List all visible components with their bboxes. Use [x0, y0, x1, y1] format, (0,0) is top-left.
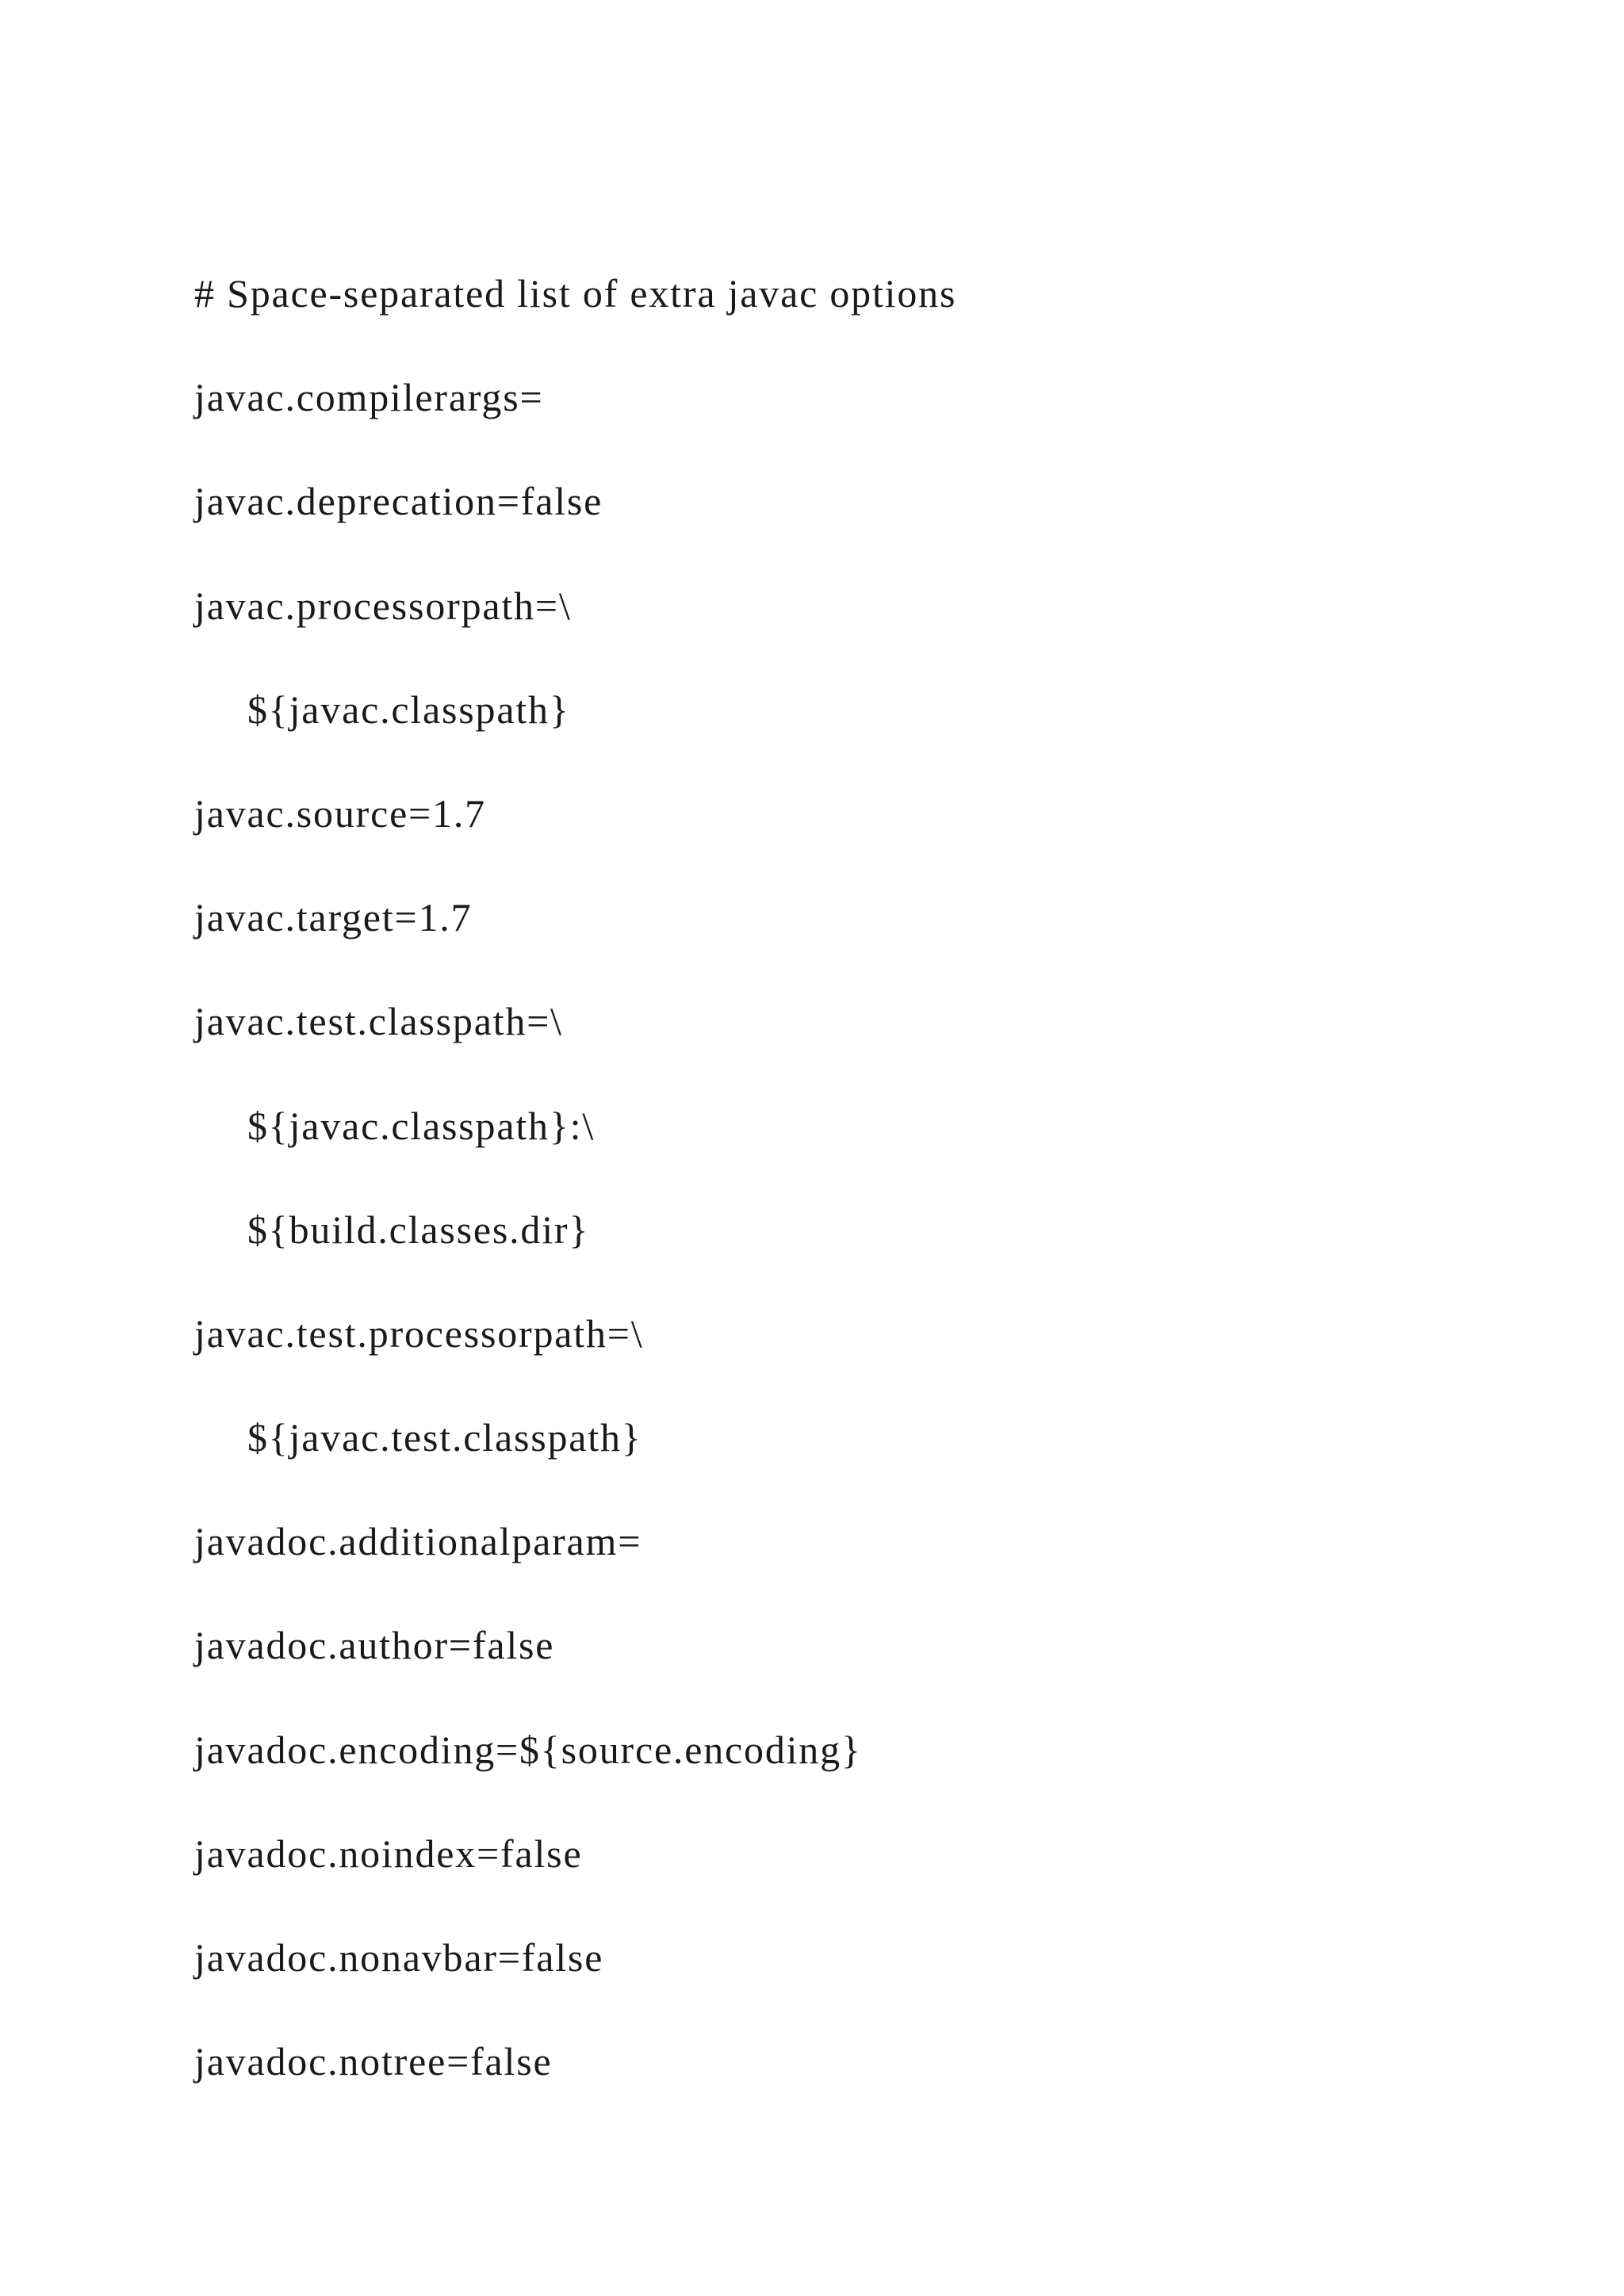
property-line: javac.test.processorpath=\ — [194, 1311, 644, 1356]
property-line: javadoc.additionalparam= — [194, 1519, 642, 1564]
property-line: javac.target=1.7 — [194, 895, 473, 940]
property-line: javadoc.encoding=${source.encoding} — [194, 1727, 862, 1772]
property-line: javac.compilerargs= — [194, 375, 544, 420]
property-line: javadoc.nonavbar=false — [194, 1935, 604, 1980]
continuation-line: ${javac.test.classpath} — [247, 1415, 642, 1460]
property-line: javac.deprecation=false — [194, 479, 603, 524]
property-line: javadoc.notree=false — [194, 2039, 553, 2084]
continuation-line: ${build.classes.dir} — [247, 1207, 590, 1252]
property-line: javadoc.noindex=false — [194, 1831, 583, 1876]
property-line: javac.source=1.7 — [194, 790, 486, 836]
property-line: javadoc.author=false — [194, 1623, 555, 1668]
property-line: javac.processorpath=\ — [194, 583, 572, 628]
comment-line: # Space-separated list of extra javac options — [194, 271, 957, 316]
properties-text — [194, 271, 957, 2145]
continuation-line: ${javac.classpath} — [247, 687, 570, 732]
continuation-line: ${javac.classpath}:\ — [247, 1103, 596, 1148]
property-line: javac.test.classpath=\ — [194, 999, 563, 1044]
